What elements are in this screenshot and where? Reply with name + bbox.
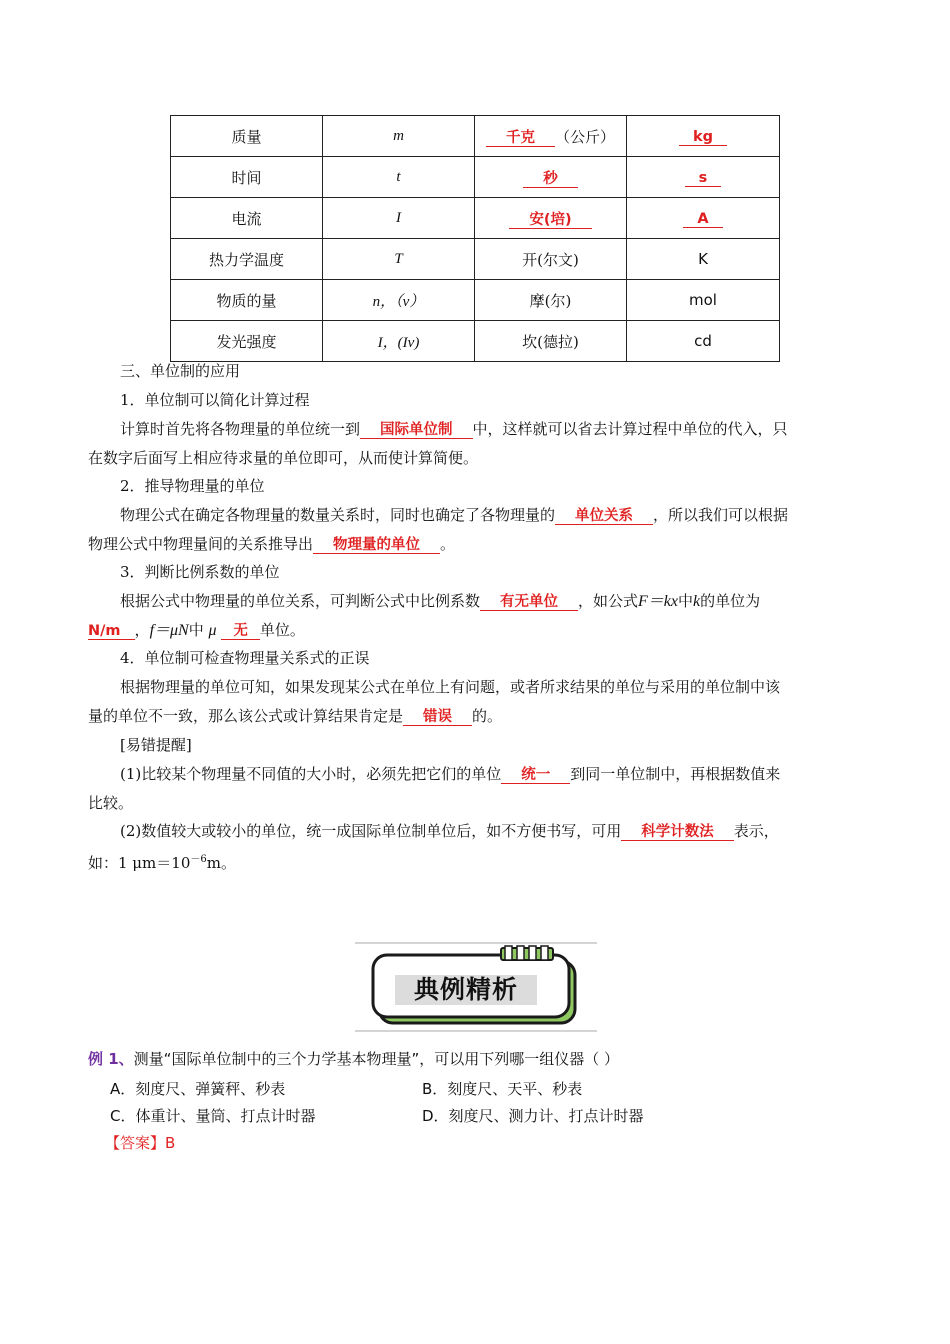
table-row (171, 157, 780, 198)
quantity-cell: 电流 (171, 198, 323, 239)
point-1-text-cont: 在数字后面写上相应待求量的单位即可，从而使计算简便。 (88, 449, 479, 467)
unit-name-answer: 秒 (523, 171, 578, 188)
point-4-text-cont: 量的单位不一致，那么该公式或计算结果肯定是 错误 的。 (88, 707, 503, 725)
symbol-cell: t (323, 157, 475, 198)
answer-label: 【答案】 (105, 1134, 166, 1152)
point-2-text-cont: 物理公式中物理量间的关系推导出 物理量的单位 。 (88, 535, 456, 553)
si-units-table (170, 115, 780, 362)
symbol-cell: I (323, 198, 475, 239)
quantity-cell: 物质的量 (171, 280, 323, 321)
unit-name-answer: 千克 (486, 130, 555, 147)
answer-blank: 单位关系 (555, 508, 653, 525)
formula: f＝μN (149, 622, 189, 639)
banner-title: 典例精析 (413, 975, 518, 1004)
unit-symbol-answer: kg (679, 129, 727, 146)
point-3-text-cont: N/m ，f＝μN中 μ 无 单位。 (88, 621, 305, 639)
quantity-cell: 时间 (171, 157, 323, 198)
answer-blank: 有无单位 (480, 594, 578, 611)
point-1-title: 1．单位制可以简化计算过程 (120, 391, 310, 409)
unit-symbol-cell (627, 198, 780, 239)
tip-1-text: (1)比较某个物理量不同值的大小时，必须先把它们的单位 统一 到同一单位制中，再根据数值来 (120, 765, 781, 783)
unit-symbol-answer: A (683, 211, 722, 228)
table-row (171, 116, 780, 157)
option-b: B．刻度尺、天平、秒表 (422, 1080, 583, 1098)
formula: F＝kx (638, 593, 679, 610)
option-c: C．体重计、量筒、打点计时器 (110, 1107, 316, 1125)
answer-blank: 无 (221, 623, 260, 640)
answer-blank: 科学计数法 (621, 824, 734, 841)
tip-2-text: (2)数值较大或较小的单位，统一成国际单位制单位后，如不方便书写，可用 科学计数法 表示， (120, 822, 779, 840)
tip-2-text-cont: 如：1 $\mu m=10^{-6}m$。 (88, 854, 236, 872)
point-3-text: 根据公式中物理量的单位关系，可判断公式中比例系数 有无单位 ，如公式F＝kx中k的单位为 (120, 592, 761, 610)
answer-blank: 错误 (403, 709, 472, 726)
unit-name-cell (475, 157, 627, 198)
example-question: 例 1、测量“国际单位制中的三个力学基本物理量”，可以用下列哪一组仪器（ ） (88, 1050, 619, 1068)
unit-name-cell: 开(尔文) (475, 239, 627, 280)
table-row (171, 198, 780, 239)
unit-symbol-cell (627, 116, 780, 157)
symbol-cell: m (323, 116, 475, 157)
point-4-title: 4．单位制可检查物理量关系式的正误 (120, 649, 370, 667)
quantity-cell: 热力学温度 (171, 239, 323, 280)
unit-symbol-cell: mol (627, 280, 780, 321)
answer-blank: 国际单位制 (360, 422, 473, 439)
symbol-cell: I，(Iv) (323, 321, 475, 362)
unit-symbol-cell (627, 157, 780, 198)
tip-1-text-cont: 比较。 (88, 794, 134, 812)
unit-name-cell (475, 198, 627, 239)
point-3-title: 3．判断比例系数的单位 (120, 563, 280, 581)
symbol-cell: n，（ν） (323, 280, 475, 321)
unit-name-cell (475, 116, 627, 157)
point-2-title: 2．推导物理量的单位 (120, 477, 265, 495)
answer-blank: 物理量的单位 (313, 537, 440, 554)
point-4-text: 根据物理量的单位可知，如果发现某公式在单位上有问题，或者所求结果的单位与采用的单位制中该 (120, 678, 781, 696)
table-row (171, 321, 780, 362)
unit-symbol-cell: cd (627, 321, 780, 362)
point-2-text: 物理公式在确定各物理量的数量关系时，同时也确定了各物理量的 单位关系 ，所以我们可以根据 (120, 506, 789, 524)
quantity-cell: 发光强度 (171, 321, 323, 362)
unit-name-cell: 坎(德拉) (475, 321, 627, 362)
unit-name-answer: 安(培) (509, 212, 591, 229)
example-label: 例 1、 (88, 1050, 134, 1068)
unit-symbol-cell: K (627, 239, 780, 280)
answer-blank: N/m (88, 623, 135, 640)
section-banner (355, 942, 597, 1032)
unit-name-cell: 摩(尔) (475, 280, 627, 321)
answer-value: B (165, 1134, 176, 1152)
tip-title: [易错提醒] (120, 736, 192, 754)
section-heading: 三、单位制的应用 (120, 362, 241, 380)
symbol-cell: T (323, 239, 475, 280)
unit-symbol-answer: s (685, 170, 722, 187)
answer-line (105, 1132, 175, 1154)
point-1-text: 计算时首先将各物理量的单位统一到 国际单位制 中，这样就可以省去计算过程中单位的代入，只 (120, 420, 788, 438)
table-row (171, 239, 780, 280)
unit-name-extra: （公斤） (554, 127, 615, 146)
quantity-cell: 质量 (171, 116, 323, 157)
option-a: A．刻度尺、弹簧秤、秒表 (110, 1080, 286, 1098)
option-d: D．刻度尺、测力计、打点计时器 (422, 1107, 644, 1125)
table-row (171, 280, 780, 321)
answer-blank: 统一 (501, 767, 570, 784)
